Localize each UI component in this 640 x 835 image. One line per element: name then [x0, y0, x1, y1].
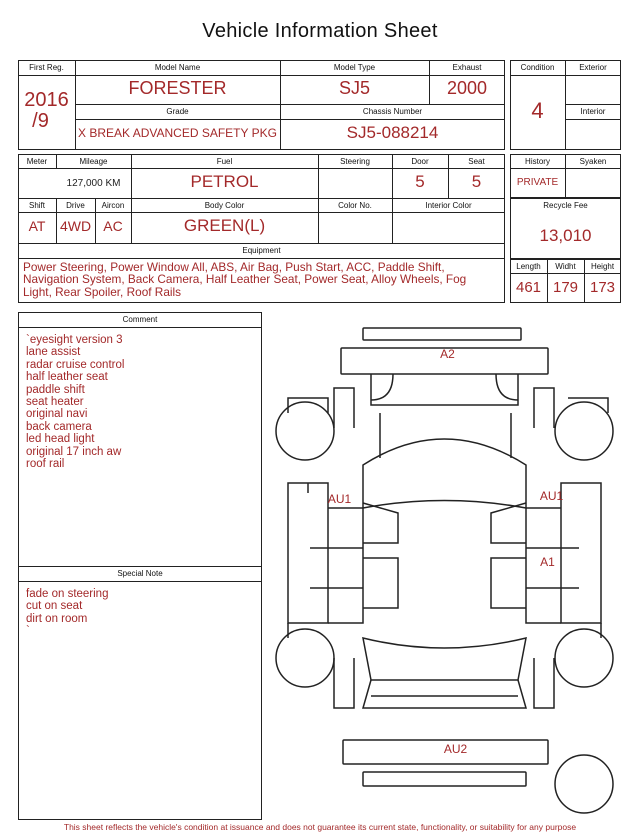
- equipment-list: Power Steering, Power Window All, ABS, Air Bag, Push Start, ACC, Paddle Shift, Navigation System, Back Camera, Half Leather Seat, Power Seat, Alloy Wheels, Fog Light, Rear Spoiler, Roof Rails: [23, 260, 467, 299]
- exterior-label: Exterior: [579, 63, 607, 72]
- mileage-value: 127,000 KM: [66, 178, 121, 189]
- interior-color-label: Interior Color: [425, 201, 472, 210]
- body-color-value: GREEN(L): [183, 216, 266, 235]
- interior-label: Interior: [580, 107, 606, 116]
- exhaust-label: Exhaust: [452, 63, 482, 72]
- comment-line: led head light: [26, 433, 95, 446]
- grade-label: Grade: [166, 107, 189, 116]
- aircon-label: Aircon: [101, 201, 125, 210]
- model-name-label: Model Name: [154, 63, 201, 72]
- comment-line: half leather seat: [26, 371, 108, 384]
- grade-value: X BREAK ADVANCED SAFETY PKG: [78, 126, 277, 140]
- length-label: Length: [516, 262, 541, 271]
- special-note-line: dirt on room: [26, 612, 88, 625]
- comment-line: lane assist: [26, 346, 81, 359]
- damage-mark-front: A2: [440, 347, 455, 361]
- recycle-fee-label: Recycle Fee: [543, 201, 588, 210]
- model-name-value: FORESTER: [128, 78, 227, 98]
- rear-hatch: [363, 680, 526, 708]
- damage-mark-rear: AU2: [443, 742, 468, 756]
- mileage-label: Mileage: [79, 157, 108, 166]
- fuel-value: PETROL: [190, 172, 259, 191]
- meter-label: Meter: [26, 157, 48, 166]
- aircon-value: AC: [103, 218, 123, 234]
- damage-mark-right-side-rear: A1: [540, 555, 555, 569]
- width-value: 179: [552, 279, 579, 296]
- special-note-line: `: [26, 625, 30, 638]
- rear-left-wheel: [276, 629, 334, 687]
- comment-line: back camera: [26, 420, 92, 433]
- syaken-label: Syaken: [579, 157, 607, 166]
- height-value: 173: [589, 279, 616, 296]
- model-type-value: SJ5: [338, 78, 371, 98]
- body-color-label: Body Color: [204, 201, 245, 210]
- shift-label: Shift: [28, 201, 45, 210]
- first-reg-month: /9: [32, 110, 49, 132]
- front-right-wheel: [555, 402, 613, 460]
- exhaust-value: 2000: [446, 78, 488, 98]
- history-value: PRIVATE: [516, 177, 559, 188]
- door-label: Door: [411, 157, 429, 166]
- chassis-number-label: Chassis Number: [362, 107, 423, 116]
- drive-label: Drive: [66, 201, 85, 210]
- condition-label: Condition: [520, 63, 555, 72]
- spare-wheel: [555, 755, 613, 813]
- rear-bottom-bar: [363, 772, 526, 786]
- comment-line: roof rail: [26, 458, 65, 471]
- special-note-line: fade on steering: [26, 588, 109, 600]
- damage-mark-left-side: AU1: [327, 492, 352, 506]
- equipment-label: Equipment: [242, 246, 281, 255]
- color-no-label: Color No.: [338, 201, 372, 210]
- fuel-label: Fuel: [216, 157, 233, 166]
- comment-line: radar cruise control: [26, 358, 125, 371]
- footer-disclaimer: This sheet reflects the vehicle's condition at issuance and does not guarantee its current state, functionality, or suitability for any purpose: [63, 822, 577, 832]
- damage-mark-right-side-front: AU1: [539, 489, 564, 503]
- comment-line: `eyesight version 3: [26, 334, 123, 346]
- seat-label: Seat: [468, 157, 485, 166]
- first-reg-label: First Reg.: [29, 63, 64, 72]
- comment-line: seat heater: [26, 396, 84, 409]
- history-label: History: [525, 157, 550, 166]
- sheet-title: Vehicle Information Sheet: [202, 20, 438, 42]
- front-roof-bar: [363, 328, 521, 340]
- seat-value: 5: [471, 172, 482, 191]
- comment-line: paddle shift: [26, 383, 85, 396]
- comment-line: original navi: [26, 408, 88, 421]
- right-side-body: [561, 483, 601, 623]
- condition-value: 4: [531, 98, 544, 123]
- comment-line: original 17 inch aw: [26, 445, 122, 458]
- comment-label: Comment: [122, 315, 158, 324]
- length-value: 461: [515, 279, 542, 296]
- height-label: Height: [590, 262, 615, 271]
- rear-right-wheel: [555, 629, 613, 687]
- steering-label: Steering: [340, 157, 370, 166]
- first-reg-year: 2016: [24, 89, 69, 111]
- recycle-fee-value: 13,010: [539, 226, 592, 245]
- door-value: 5: [415, 172, 425, 191]
- model-type-label: Model Type: [333, 63, 376, 72]
- drive-value: 4WD: [59, 218, 92, 234]
- width-label: Widht: [555, 262, 576, 271]
- special-note-label: Special Note: [117, 569, 163, 578]
- front-left-wheel: [276, 402, 334, 460]
- chassis-number-value: SJ5-088214: [346, 123, 439, 142]
- shift-value: AT: [28, 218, 46, 234]
- comment-list: [26, 334, 124, 470]
- special-note-list: [26, 588, 108, 638]
- special-note-line: cut on seat: [26, 600, 83, 613]
